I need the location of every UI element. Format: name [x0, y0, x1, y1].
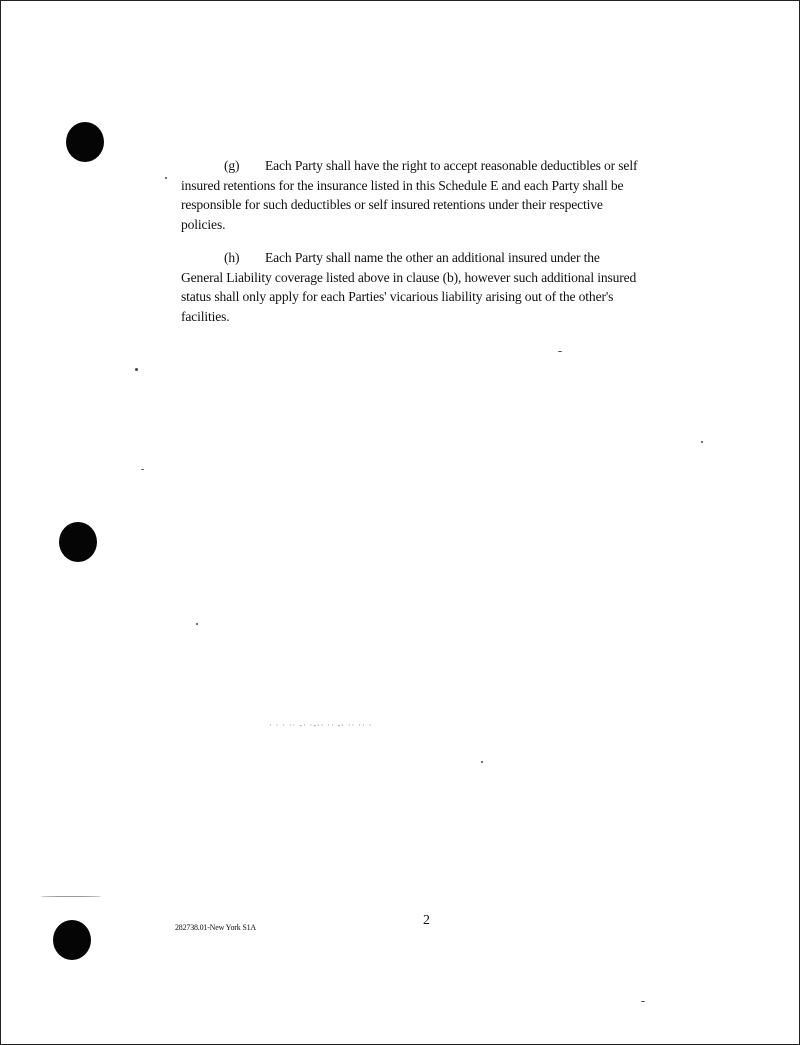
page-number: 2: [423, 913, 430, 928]
paragraph-line: facilities.: [181, 308, 230, 324]
scan-speck: [165, 177, 167, 179]
scan-speck: [41, 896, 101, 897]
punch-hole: [53, 920, 91, 960]
paragraph-first-line: (g) Each Party shall have the right to accept reasonable deductibles or self: [181, 156, 661, 176]
punch-hole: [59, 522, 97, 562]
scan-speck: [135, 368, 138, 371]
paragraph-first-line: (h) Each Party shall name the other an additional insured under the: [181, 248, 661, 268]
paragraph-line: policies.: [181, 216, 226, 232]
paragraph-g: [181, 156, 661, 234]
scan-speck: [141, 469, 144, 470]
scan-speck: [641, 1001, 645, 1002]
scan-speck: [558, 351, 562, 352]
paragraph-line: status shall only apply for each Parties' vicarious liability arising out of the other's: [181, 289, 614, 304]
paragraph-line: responsible for such deductibles or self insured retentions under their respective: [181, 197, 603, 212]
scan-speck: [481, 761, 483, 763]
scan-speck: [196, 623, 198, 625]
paragraph-marker: (g): [224, 158, 240, 173]
scan-artifact: · · · ·· -· ·-·· ·· -· ·· ·· ·: [269, 721, 373, 730]
scan-speck: [701, 441, 703, 443]
paragraph-marker: (h): [224, 250, 240, 265]
footer-doc-id: 282738.01-New York S1A: [175, 923, 256, 932]
paragraph-line: insured retentions for the insurance listed in this Schedule E and each Party shall be: [181, 177, 624, 193]
paragraph-h: [181, 248, 661, 326]
paragraph-line: General Liability coverage listed above in clause (b), however such additional insured: [181, 269, 637, 285]
punch-hole: [66, 122, 104, 162]
